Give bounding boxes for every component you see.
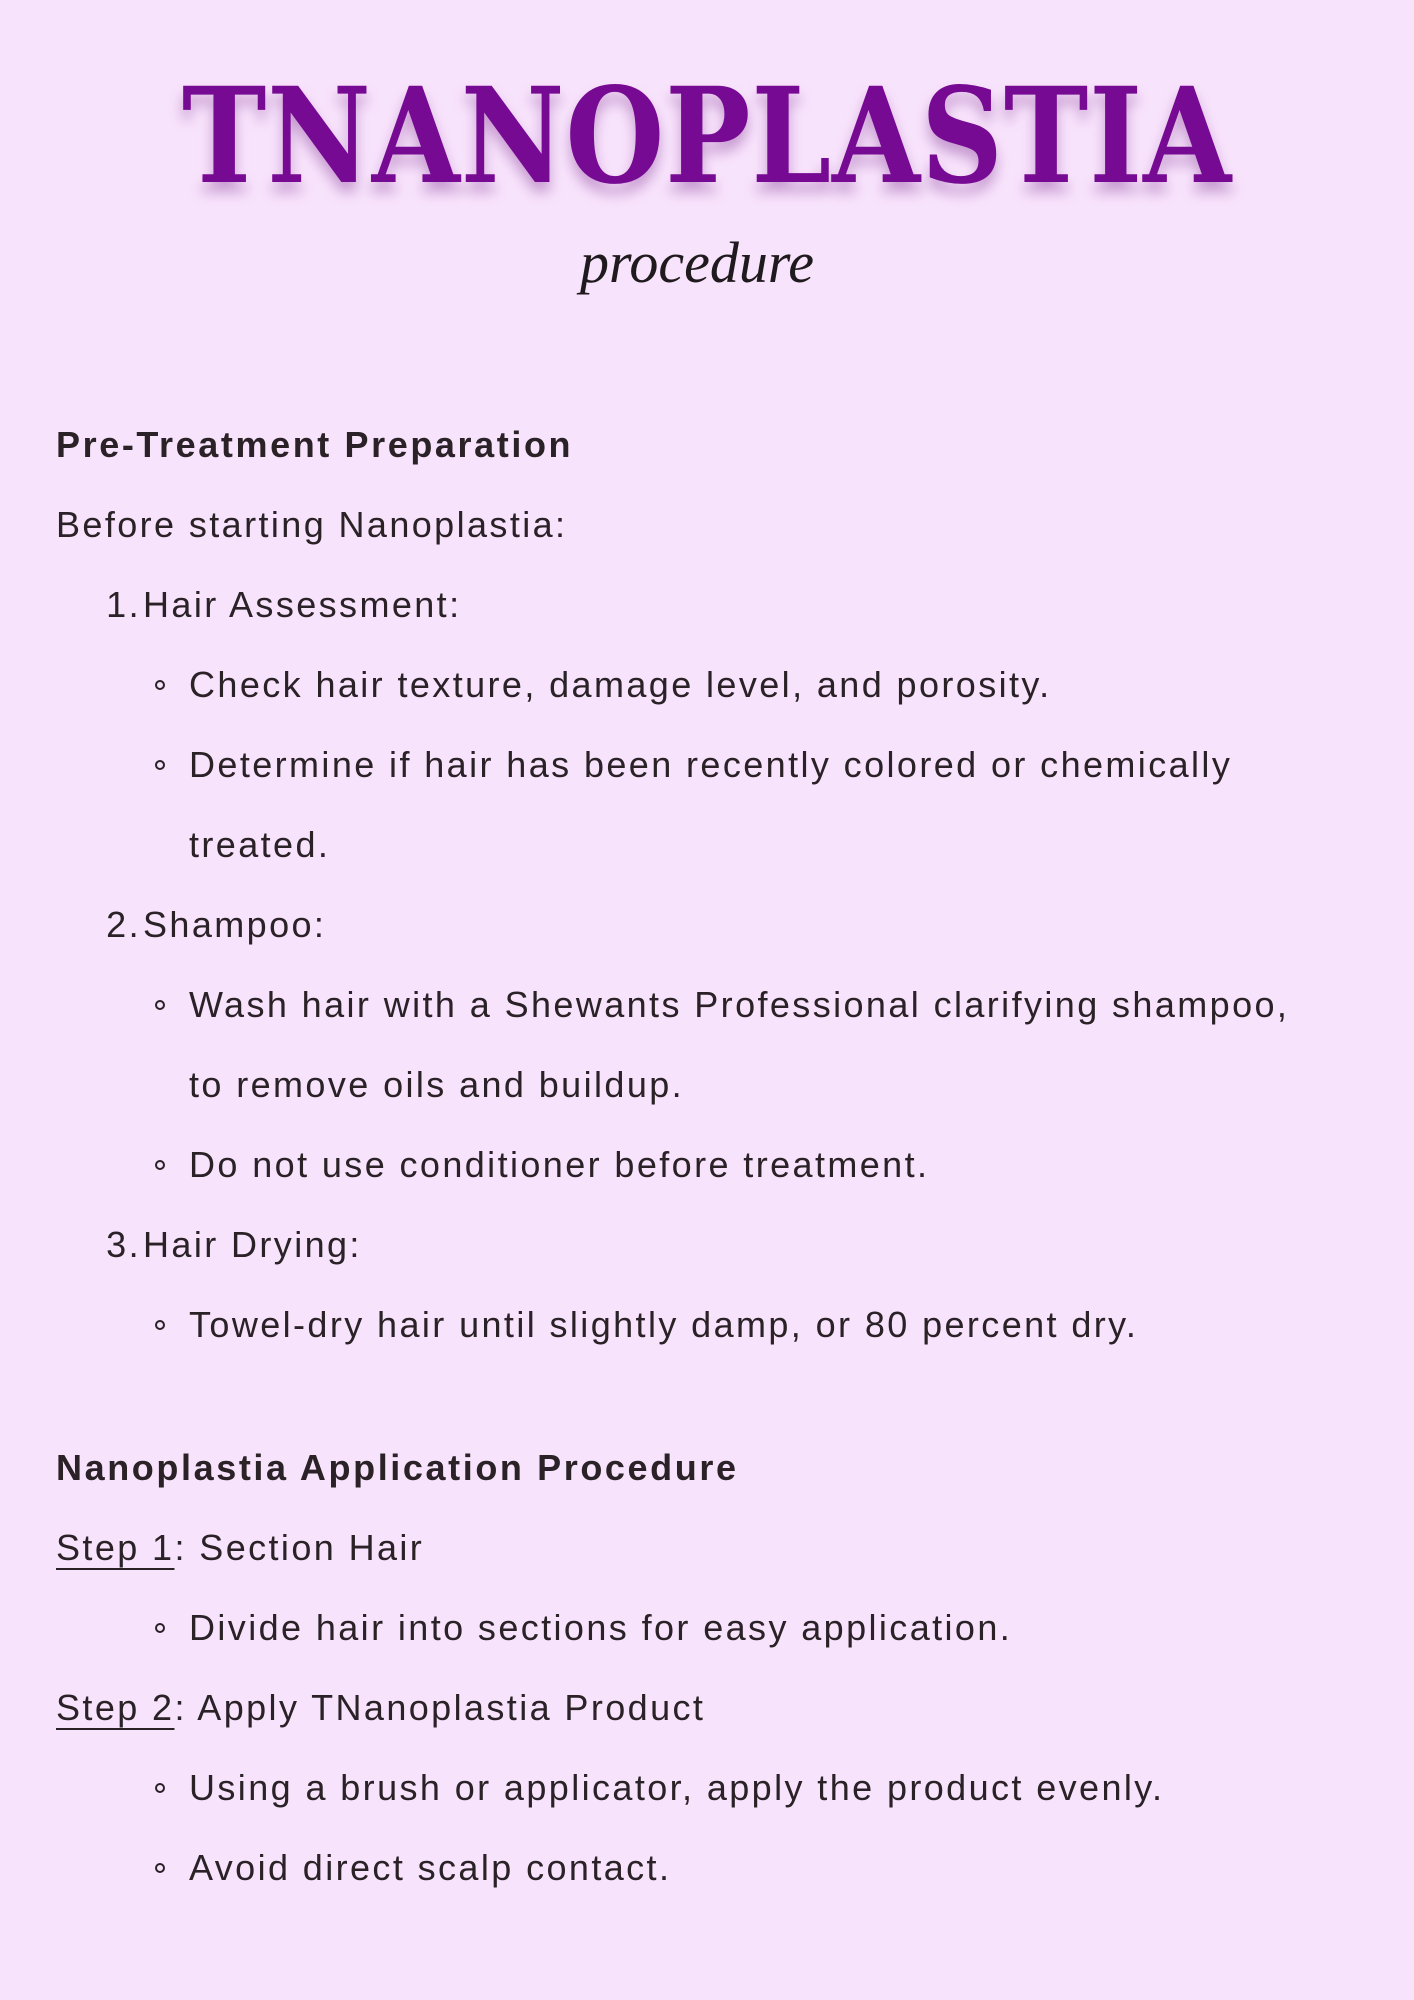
step-title: : Apply TNanoplastia Product	[174, 1687, 706, 1728]
bullet-item: Towel-dry hair until slightly damp, or 80 percent dry.	[56, 1285, 1376, 1365]
list-item-shampoo	[56, 885, 1376, 965]
bullet-item-continuation: treated.	[189, 824, 331, 865]
document-subtitle: procedure	[579, 230, 815, 295]
document-body	[56, 405, 1376, 1908]
bullet-item: Divide hair into sections for easy application.	[56, 1588, 1376, 1668]
application-section	[56, 1428, 1376, 1908]
list-item-label: Hair Assessment:	[143, 584, 462, 625]
step-heading-2	[56, 1668, 1376, 1748]
bullet-item: Avoid direct scalp contact.	[56, 1828, 1376, 1908]
list-item-hair-assessment	[56, 565, 1376, 645]
list-number: 1.	[106, 584, 141, 625]
bullet-item-continuation: to remove oils and buildup.	[189, 1064, 685, 1105]
pre-treatment-section	[56, 405, 1376, 1365]
document-title: TNANOPLASTIA	[181, 59, 1233, 214]
list-item-label: Shampoo:	[143, 904, 327, 945]
section-heading: Pre-Treatment Preparation	[56, 424, 574, 465]
section-spacer	[56, 1365, 1376, 1428]
intro-text: Before starting Nanoplastia:	[56, 504, 568, 545]
bullet-item: Do not use conditioner before treatment.	[56, 1125, 1376, 1205]
step-label: Step 1	[56, 1527, 175, 1568]
list-number: 2.	[106, 904, 141, 945]
section-heading: Nanoplastia Application Procedure	[56, 1447, 739, 1488]
list-item-label: Hair Drying:	[143, 1224, 362, 1265]
step-heading-1	[56, 1508, 1376, 1588]
bullet-item: Using a brush or applicator, apply the product evenly.	[56, 1748, 1376, 1828]
bullet-item: Determine if hair has been recently colored or chemically	[56, 725, 1376, 805]
step-label: Step 2	[56, 1687, 175, 1728]
list-number: 3.	[106, 1224, 141, 1265]
step-title: : Section Hair	[174, 1527, 425, 1568]
bullet-item: Check hair texture, damage level, and porosity.	[56, 645, 1376, 725]
list-item-hair-drying	[56, 1205, 1376, 1285]
bullet-item: Wash hair with a Shewants Professional clarifying shampoo,	[56, 965, 1376, 1045]
